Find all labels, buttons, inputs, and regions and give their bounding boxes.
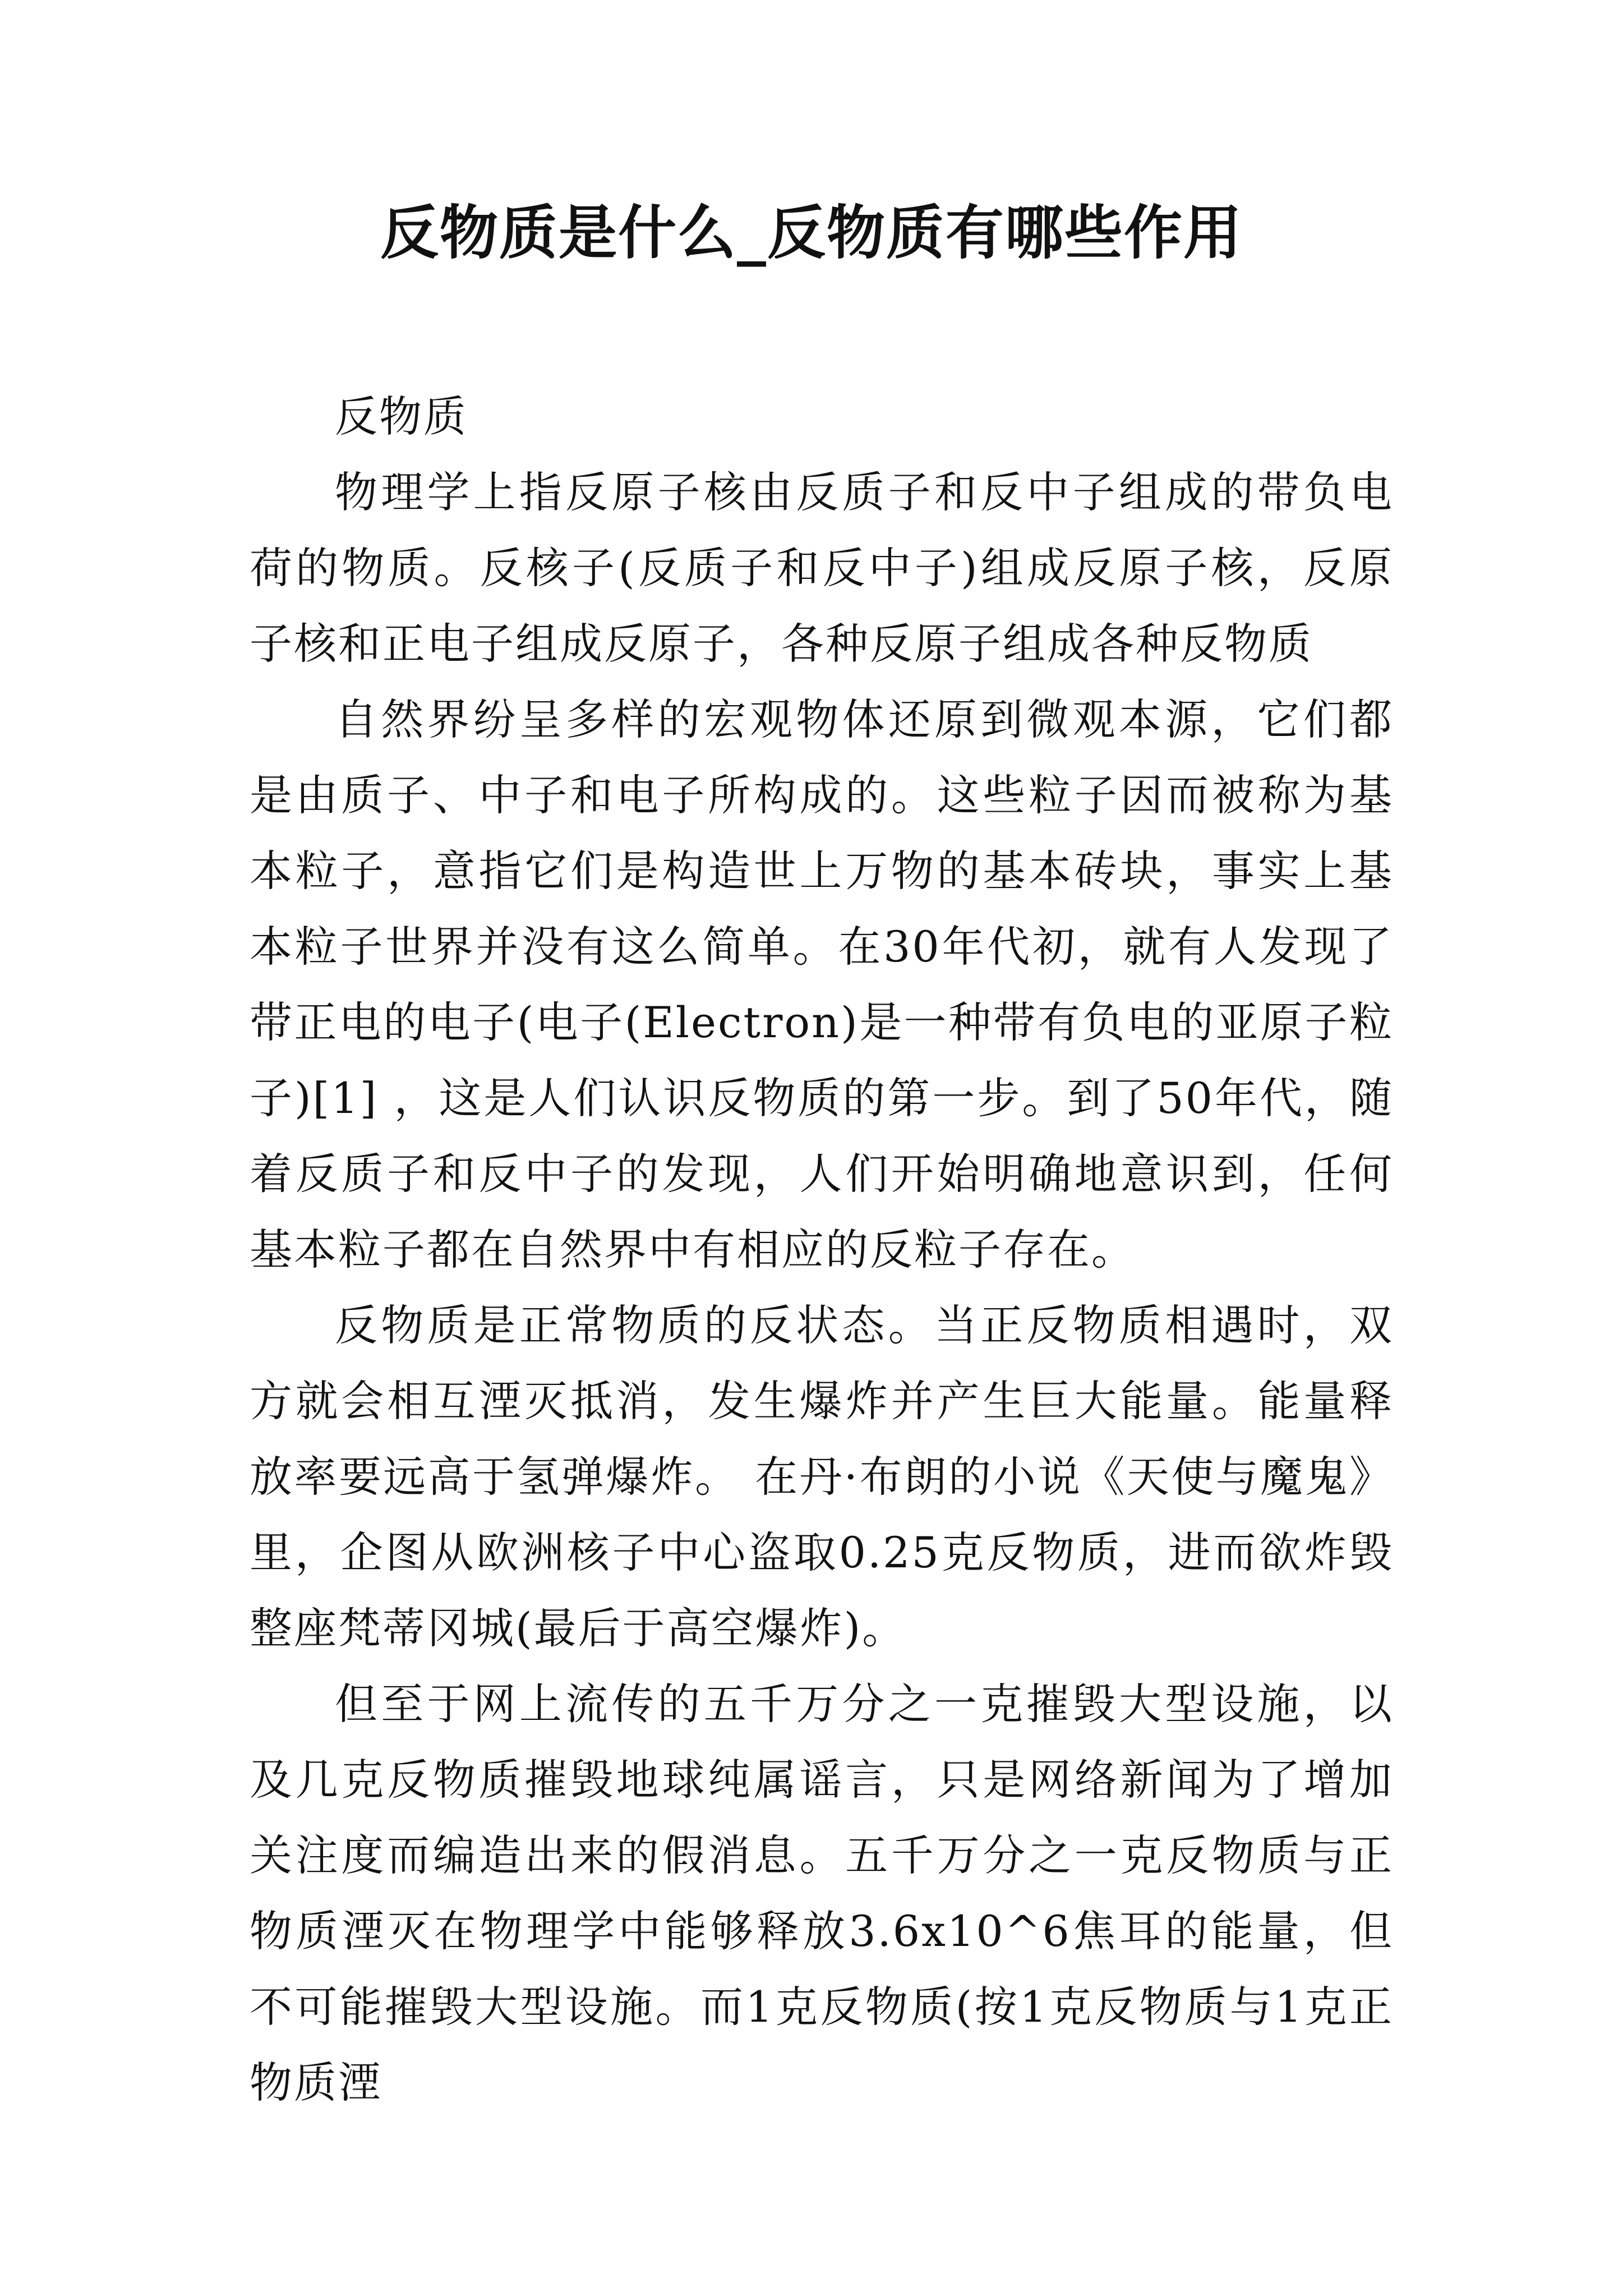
document-title: 反物质是什么_反物质有哪些作用 (380, 199, 1243, 267)
paragraph: 物理学上指反原子核由反质子和反中子组成的带负电荷的物质。反核子(反质子和反中子)组成反原子核，反原子核和正电子组成反原子，各种反原子组成各种反物质 (250, 467, 1394, 669)
paragraph-heading: 反物质 (335, 392, 468, 441)
document-body (250, 379, 1394, 2120)
paragraph: 反物质是正常物质的反状态。当正反物质相遇时，双方就会相互湮灭抵消，发生爆炸并产生巨大能量。能量释放率要远高于氢弹爆炸。 在丹·布朗的小说《天使与魔鬼》里，企图从欧洲核子中心盗取0.25克反物质，进而欲炸毁整座梵蒂冈城(最后于高空爆炸)。 (250, 1300, 1394, 1653)
paragraph: 但至于网上流传的五千万分之一克摧毁大型设施，以及几克反物质摧毁地球纯属谣言，只是网络新闻为了增加关注度而编造出来的假消息。五千万分之一克反物质与正物质湮灭在物理学中能够释放3.6x10^6焦耳的能量，但不可能摧毁大型设施。而1克反物质(按1克反物质与1克正物质湮 (250, 1679, 1394, 2108)
paragraph: 自然界纷呈多样的宏观物体还原到微观本源，它们都是由质子、中子和电子所构成的。这些粒子因而被称为基本粒子，意指它们是构造世上万物的基本砖块，事实上基本粒子世界并没有这么简单。在30年代初，就有人发现了带正电的电子(电子(Electron)是一种带有负电的亚原子粒子)[1] ，这是人们认识反物质的第一步。到了50年代，随着反质子和反中子的发现，人们开始明确地意识到，任何基本粒子都在自然界中有相应的反粒子存在。 (250, 694, 1394, 1274)
